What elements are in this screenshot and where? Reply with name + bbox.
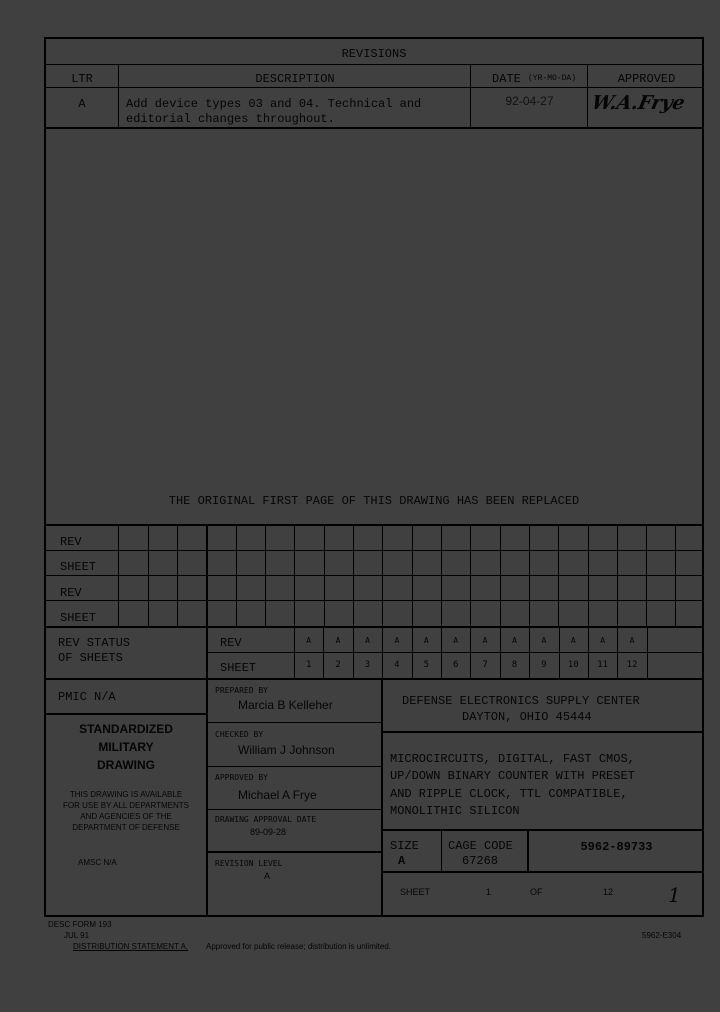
standardized-line2: MILITARY — [98, 740, 154, 754]
title-line3: AND RIPPLE CLOCK, TTL COMPATIBLE, — [390, 787, 628, 801]
grid-column-line — [382, 524, 383, 626]
rev-status-sheet-cell: 8 — [511, 660, 518, 670]
rev-status-label-2: OF SHEETS — [58, 651, 123, 665]
rev-status-sheet-cell: 3 — [364, 660, 371, 670]
of-label: OF — [530, 887, 543, 897]
rev-label-1: REV — [60, 535, 82, 549]
rev-status-rev-cell: A — [306, 636, 312, 645]
size-value: A — [398, 854, 406, 868]
status-column-line — [647, 626, 648, 678]
approval-signature: W.A.Frye — [589, 92, 687, 114]
approved-header: APPROVED — [617, 72, 676, 86]
approval-date-value: 89-09-28 — [250, 827, 287, 837]
sheet-label-2: SHEET — [60, 611, 97, 625]
revision-description-1: Add device types 03 and 04. Technical and — [126, 97, 422, 111]
rev-status-rev-cell: A — [365, 636, 370, 645]
revision-date: 92-04-27 — [505, 94, 554, 108]
grid-column-line — [148, 524, 149, 626]
status-column-line — [529, 626, 530, 678]
rev-status-sheet-cell: 12 — [626, 660, 638, 670]
distribution-label: DISTRIBUTION STATEMENT A. — [73, 942, 189, 951]
rev-status-sheet-cell: 5 — [423, 660, 429, 670]
approval-date-label: DRAWING APPROVAL DATE — [215, 815, 317, 824]
size-label: SIZE — [390, 839, 419, 853]
agency-line1: DEFENSE ELECTRONICS SUPPLY CENTER — [402, 694, 640, 708]
drawing-number: 5962-89733 — [580, 840, 653, 854]
sheet-value: 1 — [486, 887, 492, 897]
grid-column-line — [294, 524, 295, 626]
sheet-label-1: SHEET — [60, 560, 97, 574]
ltr-header: LTR — [71, 72, 93, 86]
rev-status-rev-cell: A — [394, 636, 400, 645]
status-column-line — [441, 626, 442, 678]
rev-status-sheet-cell: 6 — [452, 660, 459, 670]
rev-status-rev-cell: A — [512, 636, 517, 645]
status-column-line — [294, 626, 295, 678]
grid-column-line — [558, 524, 559, 626]
distribution-text: Approved for public release; distribution is unlimited. — [206, 942, 391, 951]
revision-level-label: REVISION LEVEL — [215, 859, 283, 868]
title-line4: MONOLITHIC SILICON — [390, 804, 520, 818]
grid-column-line — [236, 524, 237, 626]
revision-letter: A — [78, 97, 86, 111]
rev-status-rev-cell: A — [423, 636, 429, 645]
prepared-label: PREPARED BY — [215, 686, 268, 695]
cage-value: 67268 — [462, 854, 499, 868]
rev-label-2: REV — [60, 586, 82, 600]
form-date: JUL 91 — [64, 931, 90, 940]
availability-line3: AND AGENCIES OF THE — [80, 812, 172, 821]
status-column-line — [323, 626, 324, 678]
availability-line1: THIS DRAWING IS AVAILABLE — [69, 790, 183, 799]
rev-status-sheet-label: SHEET — [220, 661, 257, 675]
pmic: PMIC N/A — [58, 690, 116, 704]
rev-status-rev-cell: A — [453, 636, 459, 645]
status-column-line — [412, 626, 413, 678]
grid-column-line — [324, 524, 325, 626]
rev-status-sheet-cell: 7 — [482, 660, 488, 670]
status-column-line — [382, 626, 383, 678]
rev-status-sheet-cell: 9 — [541, 660, 547, 670]
rev-status-sheet-cell: 2 — [335, 660, 341, 670]
rev-status-sheet-cell: 4 — [394, 660, 400, 670]
drawing-border — [44, 37, 704, 917]
grid-column-line — [675, 524, 676, 626]
sheet-label: SHEET — [400, 887, 431, 897]
amsc: AMSC N/A — [78, 858, 117, 867]
agency-line2: DAYTON, OHIO 45444 — [462, 710, 592, 724]
status-column-line — [617, 626, 618, 678]
rev-status-rev-cell: A — [629, 636, 635, 645]
rev-status-rev-cell: A — [600, 636, 606, 645]
grid-column-line — [470, 524, 471, 626]
title-line1: MICROCIRCUITS, DIGITAL, FAST CMOS, — [390, 752, 635, 766]
status-column-line — [353, 626, 354, 678]
grid-column-line — [588, 524, 589, 626]
status-column-line — [588, 626, 589, 678]
description-header: DESCRIPTION — [255, 72, 335, 86]
standardized-line1: STANDARDIZED — [79, 722, 173, 736]
grid-column-line — [500, 524, 501, 626]
rev-status-rev-cell: A — [570, 636, 576, 645]
rev-status-sheet-cell: 11 — [597, 660, 609, 670]
grid-column-line — [529, 524, 530, 626]
rev-status-rev-cell: A — [335, 636, 341, 645]
checked-label: CHECKED BY — [215, 730, 264, 739]
availability-line4: DEPARTMENT OF DEFENSE — [72, 823, 180, 832]
grid-column-line — [412, 524, 413, 626]
rev-status-rev-label: REV — [220, 636, 242, 650]
footer-code: 5962-E304 — [642, 931, 682, 940]
status-column-line — [559, 626, 560, 678]
revisions-title: REVISIONS — [341, 47, 407, 61]
prepared-name: Marcia B Kelleher — [238, 698, 333, 712]
rev-status-rev-cell: A — [482, 636, 488, 645]
date-format: (YR-MO-DA) — [528, 74, 577, 83]
revision-level-value: A — [264, 871, 271, 881]
title-line2: UP/DOWN BINARY COUNTER WITH PRESET — [390, 769, 635, 783]
grid-column-line — [206, 524, 208, 626]
grid-column-line — [177, 524, 178, 626]
checked-name: William J Johnson — [238, 743, 335, 757]
of-value: 12 — [603, 887, 614, 897]
grid-column-line — [617, 524, 618, 626]
approved-label: APPROVED BY — [215, 773, 268, 782]
grid-column-line — [265, 524, 266, 626]
replaced-notice: THE ORIGINAL FIRST PAGE OF THIS DRAWING HAS BEEN REPLACED — [168, 494, 580, 508]
approved-name: Michael A Frye — [238, 788, 317, 802]
form-number: DESC FORM 193 — [48, 920, 112, 929]
grid-column-line — [646, 524, 647, 626]
grid-column-line — [118, 524, 119, 626]
date-header: DATE — [492, 72, 521, 86]
status-column-line — [470, 626, 471, 678]
handwritten-sheet-number: 1 — [668, 883, 681, 907]
cage-label: CAGE CODE — [448, 839, 513, 853]
rev-status-sheet-cell: 1 — [305, 660, 312, 670]
standardized-line3: DRAWING — [97, 758, 155, 772]
revision-description-2: editorial changes throughout. — [126, 112, 335, 126]
availability-line2: FOR USE BY ALL DEPARTMENTS — [63, 801, 189, 810]
status-column-line — [500, 626, 501, 678]
rev-status-rev-cell: A — [541, 636, 547, 645]
rev-status-sheet-cell: 10 — [567, 660, 579, 670]
grid-column-line — [441, 524, 442, 626]
grid-column-line — [353, 524, 354, 626]
rev-status-label-1: REV STATUS — [58, 636, 131, 650]
